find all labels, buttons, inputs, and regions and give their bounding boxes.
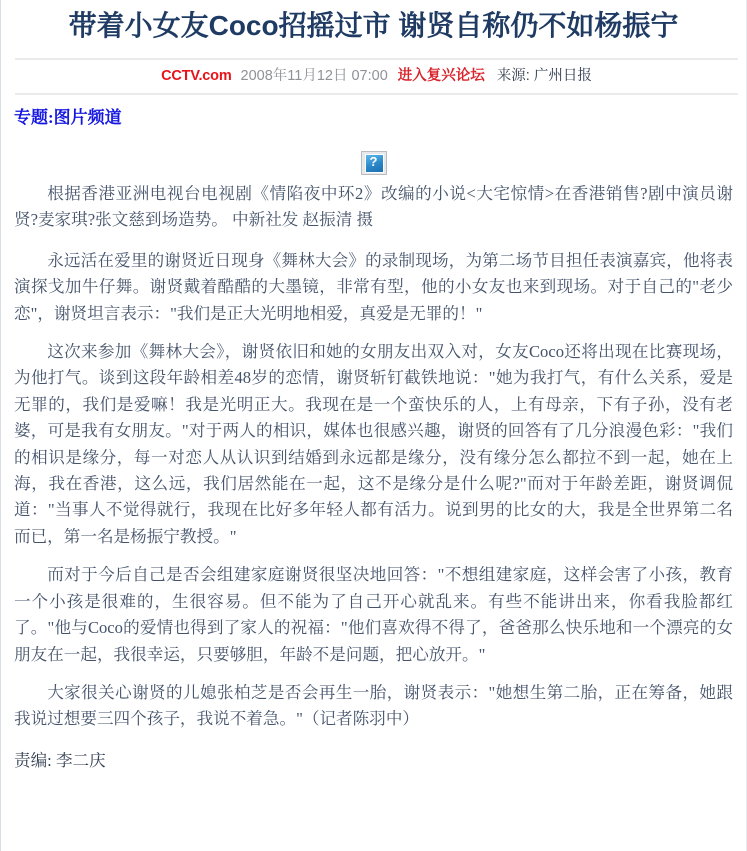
article-body xyxy=(1,181,746,733)
responsible-editor: 责编: 李二庆 xyxy=(14,750,106,770)
byline-bar xyxy=(15,58,738,95)
topic-row xyxy=(1,95,746,129)
headline-brand-coco: Coco xyxy=(208,10,279,41)
page-title xyxy=(1,0,746,54)
enter-forum-link[interactable]: 进入复兴论坛 xyxy=(397,68,485,84)
article-paragraph-3: 而对于今后自己是否会组建家庭谢贤很坚决地回答："不想组建家庭，这样会害了小孩，教育一个小孩是很难的，生很容易。但不能为了自己开心就乱来。有些不能讲出来，你看我脸都红了。"他与Coco的爱情也得到了家人的祝福："他们喜欢得不得了，爸爸那么快乐地和一个漂亮的女朋友在一起，我很幸运，只要够胆，年龄不是问题，把心放开。" xyxy=(14,565,733,664)
broken-image-icon[interactable] xyxy=(361,151,387,175)
article-paragraph-2: 这次来参加《舞林大会》，谢贤依旧和她的女朋友出双入对，女友Coco还将出现在比赛现场，为他打气。谈到这段年龄相差48岁的恋情，谢贤斩钉截铁地说："她为我打气，有什么关系，爱是无罪的，我们是爱嘛！我是光明正大。我现在是一个蛮快乐的人，上有母亲，下有子孙，没有老婆，可是我有女朋友。"对于两人的相识，媒体也很感兴趣，谢贤的回答有了几分浪漫色彩："我们的相识是缘分，每一对恋人从认识到结婚到永远都是缘分，没有缘分怎么都拉不到一起，她在上海，我在香港，这么远，我们居然能在一起，这不是缘分是什么呢?"而对于年龄差距，谢贤调侃道："当事人不觉得就行，我现在比好多年轻人都有活力。说到男的比女的大，我是全世界第二名而已，第一名是杨振宁教授。" xyxy=(14,342,733,546)
article-paragraph-4: 大家很关心谢贤的儿媳张柏芝是否会再生一胎，谢贤表示："她想生第二胎，正在筹备，她跟我说过想要三四个孩子，我说不着急。"（记者陈羽中） xyxy=(14,682,733,729)
headline-text-part2: 招摇过市 谢贤自称仍不如杨振宁 xyxy=(278,10,679,41)
topic-link-photo-channel[interactable]: 专题:图片频道 xyxy=(14,108,122,127)
publish-datetime: 2008年11月12日 07:00 xyxy=(240,68,388,84)
source-name: 广州日报 xyxy=(533,68,592,84)
byline xyxy=(15,66,738,86)
broken-image-question-glyph: ? xyxy=(369,154,378,169)
article-paragraph-caption: 根据香港亚洲电视台电视剧《情陷夜中环2》改编的小说<大宅惊情>在香港销售?剧中演员谢贤?麦家琪?张文慈到场造势。 中新社发 赵振清 摄 xyxy=(14,184,733,230)
article-figure xyxy=(1,151,746,181)
headline-text-part1: 带着小女友 xyxy=(68,10,209,41)
site-brand-label: CCTV.com xyxy=(161,68,232,84)
source-label: 来源: xyxy=(496,68,530,84)
article-paragraph-1: 永远活在爱里的谢贤近日现身《舞林大会》的录制现场，为第二场节目担任表演嘉宾，他将表演探戈加牛仔舞。谢贤戴着酷酷的大墨镜，非常有型，他的小女友也来到现场。对于自己的"老少恋"，谢贤坦言表示："我们是正大光明地相爱，真爱是无罪的！" xyxy=(14,250,733,323)
